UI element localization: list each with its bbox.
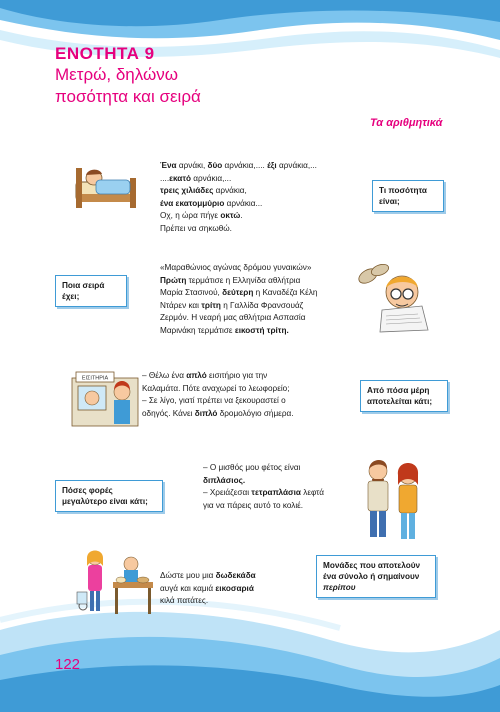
- text-segment: αρνάκια,...: [190, 173, 232, 183]
- text-segment: Δώστε μου μια: [160, 571, 216, 580]
- text-line: [160, 223, 317, 236]
- bold-numeral: οκτώ: [220, 211, 241, 221]
- text-segment: για να πάρεις αυτό το κολιέ.: [203, 500, 304, 510]
- bold-numeral: διπλάσιος.: [203, 475, 246, 485]
- question-line: έχει;: [62, 292, 80, 301]
- text-segment: Ζερμόν. Η νεαρή μας αθλήτρια Ασπασία: [160, 313, 306, 323]
- text-line: [142, 408, 293, 421]
- bold-numeral: δύο: [207, 161, 223, 170]
- section-tag: Τα αριθμητικά: [370, 117, 443, 129]
- text-segment: – Σε λίγο, γιατί πρέπει να ξεκουραστεί ο: [142, 396, 286, 406]
- text-segment: δρομολόγιο σήμερα.: [217, 408, 294, 418]
- text-segment: Καλαμάτα. Πότε αναχωρεί το λεωφορείο;: [142, 383, 290, 393]
- text-line: [160, 300, 317, 313]
- text-line: [160, 325, 317, 338]
- text-line: [203, 475, 324, 488]
- text-segment: αρνάκια,: [213, 186, 247, 196]
- text-segment: «Μαραθώνιος αγώνας δρόμου γυναικών»: [160, 263, 312, 272]
- text-segment: – Θέλω ένα: [142, 371, 187, 380]
- text-segment: Οχ, η ώρα πήγε: [160, 211, 221, 221]
- bold-numeral: ένα εκατομμύριο: [160, 198, 225, 208]
- text-segment: εισιτήριο για την: [206, 371, 268, 380]
- text-line: [160, 287, 317, 300]
- text-segment: ....: [160, 173, 170, 183]
- marathon-text: [160, 262, 317, 338]
- question-box-order: [55, 275, 127, 307]
- text-segment: αρνάκι,: [176, 161, 208, 170]
- text-line: [160, 275, 317, 288]
- salary-text: [203, 462, 324, 512]
- boy-reading-newspaper-illustration: [352, 262, 442, 334]
- question-line: Μονάδες που αποτελούν: [323, 561, 421, 570]
- text-line: [160, 262, 317, 275]
- text-line: [160, 583, 256, 596]
- text-segment: Ντάρεν και: [160, 300, 202, 310]
- unit-subtitle-line1: Μετρώ, δηλώνω: [55, 65, 179, 84]
- question-box-quantity: [372, 180, 444, 212]
- bold-numeral: εικοσαριά: [215, 583, 254, 593]
- question-box-parts: [360, 380, 448, 412]
- sleeping-boy-illustration: [72, 160, 142, 215]
- market-shopping-illustration: [75, 548, 155, 618]
- text-segment: .: [240, 211, 243, 221]
- ticket-office-illustration: [70, 368, 140, 430]
- question-line: αποτελείται κάτι;: [367, 397, 433, 406]
- bold-numeral: δεύτερη: [222, 288, 254, 298]
- text-line: [160, 210, 317, 223]
- bold-numeral: απλό: [186, 371, 207, 380]
- question-line: Τι ποσότητα: [379, 186, 427, 195]
- unit-title: ΕΝΟΤΗΤΑ 9: [55, 44, 155, 63]
- text-segment: τερμάτισε η Ελληνίδα αθλήτρια: [186, 275, 301, 285]
- bold-numeral: δωδεκάδα: [215, 571, 256, 580]
- text-segment: αρνάκια...: [224, 198, 263, 208]
- text-line: [142, 395, 293, 408]
- text-segment: Μαρία Στασινού,: [160, 288, 223, 298]
- question-line: μεγαλύτερο είναι κάτι;: [62, 497, 148, 506]
- bold-numeral: εκατό: [169, 173, 191, 183]
- text-segment: αυγά και καμιά: [160, 583, 216, 593]
- text-segment: κιλά πατάτες.: [160, 596, 209, 606]
- text-segment: – Ο μισθός μου φέτος είναι: [203, 463, 301, 472]
- text-line: [203, 487, 324, 500]
- counting-text: [160, 160, 317, 236]
- text-segment: Πρέπει να σηκωθώ.: [160, 223, 232, 233]
- bold-numeral: Ένα: [160, 161, 177, 170]
- text-segment: λεφτά: [300, 488, 325, 498]
- question-line: είναι;: [379, 197, 400, 206]
- text-line: [142, 383, 293, 396]
- text-segment: η Γαλλίδα Φρανσουάζ: [220, 300, 304, 310]
- couple-illustration: [352, 455, 434, 543]
- text-line: [160, 570, 256, 583]
- bold-numeral: Πρώτη: [160, 275, 187, 285]
- bold-numeral: έξι: [267, 161, 277, 170]
- text-line: [160, 160, 317, 173]
- text-line: [203, 462, 324, 475]
- text-line: [203, 500, 324, 513]
- text-segment: Μαρινάκη τερμάτισε: [160, 325, 235, 335]
- bold-numeral: τρίτη: [201, 300, 221, 310]
- text-segment: αρνάκια,....: [222, 161, 268, 170]
- question-box-times: [55, 480, 163, 512]
- text-line: [160, 595, 256, 608]
- unit-subtitle-line2: ποσότητα και σειρά: [55, 87, 201, 106]
- text-segment: οδηγός. Κάνει: [142, 408, 195, 418]
- text-line: [160, 185, 317, 198]
- text-line: [160, 173, 317, 186]
- text-line: [160, 198, 317, 211]
- question-line: Ποια σειρά: [62, 281, 105, 290]
- page-number: 122: [55, 656, 81, 673]
- bus-ticket-text: [142, 370, 293, 420]
- question-line-italic: περίπου: [323, 583, 356, 592]
- question-line: Πόσες φορές: [62, 486, 113, 495]
- unit-subtitle: [55, 64, 315, 108]
- bold-numeral: διπλό: [194, 408, 218, 418]
- question-line: ένα σύνολο ή σημαίνουν: [323, 572, 420, 581]
- bold-numeral: τρεις χιλιάδες: [160, 186, 214, 196]
- text-segment: η Καναδέζα Κέλη: [253, 288, 318, 298]
- question-box-units: [316, 555, 436, 598]
- ticket-sign: ΕΙΣΙΤΗΡΙΑ: [81, 375, 109, 382]
- text-segment: αρνάκια,...: [276, 161, 317, 170]
- bold-numeral: τετραπλάσια: [251, 488, 301, 498]
- bold-numeral: εικοστή τρίτη.: [234, 325, 289, 335]
- question-line: Από πόσα μέρη: [367, 386, 430, 395]
- text-segment: – Χρειάζεσαι: [203, 488, 252, 498]
- market-text: [160, 570, 256, 608]
- text-line: [160, 312, 317, 325]
- text-line: [142, 370, 293, 383]
